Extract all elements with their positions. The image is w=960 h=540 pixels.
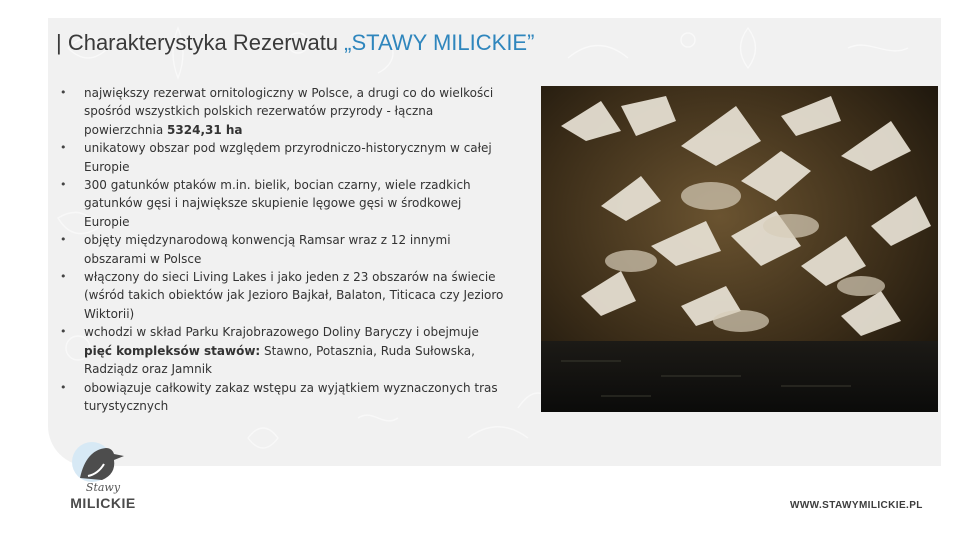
bullet-item: • 300 gatunków ptaków m.in. bielik, bocian czarny, wiele rzadkich gatunków gęsi i największe skupienie lęgowe gęsi w środkowej Europie <box>60 176 510 231</box>
bullet-item: • największy rezerwat ornitologiczny w Polsce, a drugi co do wielkości spośród wszystkich polskich rezerwatów przyrody - łączna powierzchnia 5324,31 ha <box>60 84 510 139</box>
slide-title <box>56 30 534 56</box>
website-url: WWW.STAWYMILICKIE.PL <box>790 500 923 511</box>
egrets-illustration <box>541 86 938 412</box>
bullet-list <box>60 84 510 415</box>
bullet-item: • włączony do sieci Living Lakes i jako jeden z 23 obszarów na świecie (wśród takich obiektów jak Jezioro Bajkał, Balaton, Titicaca czy Jezioro Wiktorii) <box>60 268 510 323</box>
title-highlight: „STAWY MILICKIE” <box>344 30 535 55</box>
title-prefix: | Charakterystyka Rezerwatu <box>56 30 345 55</box>
logo-text-stawy: Stawy <box>85 481 121 494</box>
bullet-item: • objęty międzynarodową konwencją Ramsar wraz z 12 innymi obszarami w Polsce <box>60 231 510 268</box>
bullet-item: • wchodzi w skład Parku Krajobrazowego Doliny Baryczy i obejmuje pięć kompleksów stawów: Stawno, Potasznia, Ruda Sułowska, Radziądz oraz Jamnik <box>60 323 510 378</box>
logo-text-milickie: MILICKIE <box>70 495 136 511</box>
bullet-item: • unikatowy obszar pod względem przyrodniczo-historycznym w całej Europie <box>60 139 510 176</box>
egrets-photo <box>541 86 938 412</box>
bullet-item: • obowiązuje całkowity zakaz wstępu za wyjątkiem wyznaczonych tras turystycznych <box>60 379 510 416</box>
